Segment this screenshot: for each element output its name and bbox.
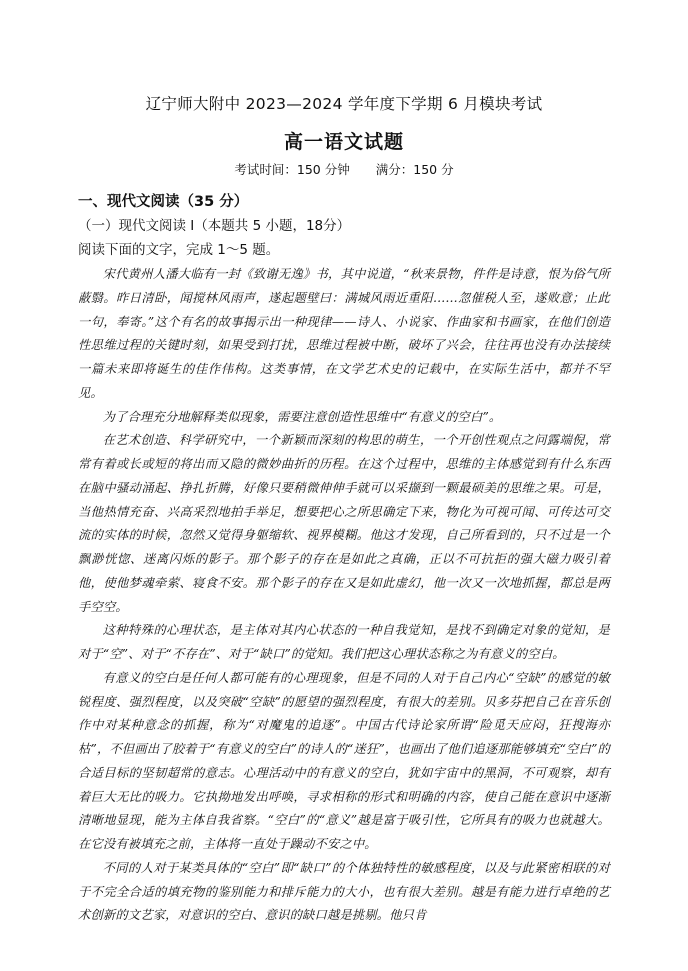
exam-info — [0, 160, 688, 178]
passage-paragraph: 这种特殊的心理状态，是主体对其内心状态的一种自我觉知，是找不到确定对象的觉知，是对于“空”、对于“不存在”、对于“缺口”的觉知。我们把这心理状态称之为有意义的空白。 — [78, 623, 610, 661]
passage-paragraph: 宋代黄州人潘大临有一封《致谢无逸》书，其中说道，“秋来景物，件件是诗意，恨为俗气所蔽翳。昨日清卧，闻搅林风雨声，遂起题壁曰：满城风雨近重阳……忽催税人至，遂败意；止此一句，奉寄。”这个有名的故事揭示出一种现律——诗人、小说家、作曲家和书画家，在他们创造性思维过程的关键时刻，如果受到打扰，思维过程被中断，破坏了兴会，往往再也没有办法接续一篇未来即将诞生的佳作伟构。这类事情，在文学艺术史的记载中，在实际生活中，都并不罕见。 — [78, 267, 610, 400]
section-heading: 一、现代文阅读（35 分） — [78, 194, 249, 210]
passage-paragraph: 不同的人对于某类具体的“空白”即“缺口”的个体独特性的敏感程度，以及与此紧密相联的对于不完全合适的填充物的鉴别能力和排斥能力的大小，也有很大差别。越是有能力进行卓绝的艺术创新的文艺家，对意识的空白、意识的缺口越是挑剔。他只肯 — [78, 860, 610, 923]
exam-title: 辽宁师大附中 2023—2024 学年度下学期 6 月模块考试 — [145, 95, 543, 113]
passage-paragraph: 在艺术创造、科学研究中，一个新颖而深刻的构思的萌生，一个开创性观点之问露端倪，常常有着或长或短的将出而又隐的微妙曲折的历程。在这个过程中，思维的主体感觉到有什么东西在脑中骚动涌起、挣扎折腾，好像只要稍微伸伸手就可以采撷到一颗最硕美的思维之果。可是，当他热情充奋、兴高采烈地拍手举足，想要把心之所思确定下来，物化为可视可闻、可传达可交流的实体的时候，忽然又觉得身躯缩软、视界模糊。他这才发现，自己所看到的，只不过是一个飘渺恍惚、迷离闪烁的影子。那个影子的存在是如此之真确，正以不可抗拒的强大磁力吸引着他，使他梦魂牵萦、寝食不安。那个影子的存在又是如此虚幻，他一次又一次地抓握，都总是两手空空。 — [78, 433, 610, 614]
passage-paragraph: 为了合理充分地解释类似现象，需要注意创造性思维中“有意义的空白”。 — [102, 409, 502, 424]
reading-instruction: 阅读下面的文字，完成 1～5 题。 — [78, 242, 280, 258]
passage-paragraph: 有意义的空白是任何人都可能有的心理现象，但是不同的人对于自己内心“空缺”的感觉的敏锐程度、强烈程度，以及突破“空缺”的愿望的强烈程度，有很大的差别。贝多芬把自己在音乐创作中对某种意念的抓握，称为“对魔鬼的追逐”。中国古代诗论家所谓“险觅天应闷，狂搜海亦枯”，不但画出了胶着于“有意义的空白”的诗人的“迷狂”，也画出了他们追逐那能够填充“空白”的合适目标的坚韧超常的意志。心理活动中的有意义的空白，犹如宇宙中的黑洞，不可观察，却有着巨大无比的吸力。它执拗地发出呼唤，寻求相称的形式和明确的内容，使自己能在意识中逐渐清晰地显现，能为主体自我省察。“空白”的“意义”越是富于吸引性，它所具有的吸力也就越大。在它没有被填充之前，主体将一直处于躁动不安之中。 — [78, 670, 610, 851]
subject-title: 高一语文试题 — [283, 131, 404, 153]
exam-time: 考试时间：150 分钟 — [234, 162, 350, 177]
subsection-heading: （一）现代文阅读 I（本题共 5 小题，18分） — [78, 218, 351, 234]
reading-passage — [78, 263, 610, 928]
full-score: 满分：150 分 — [375, 162, 454, 177]
